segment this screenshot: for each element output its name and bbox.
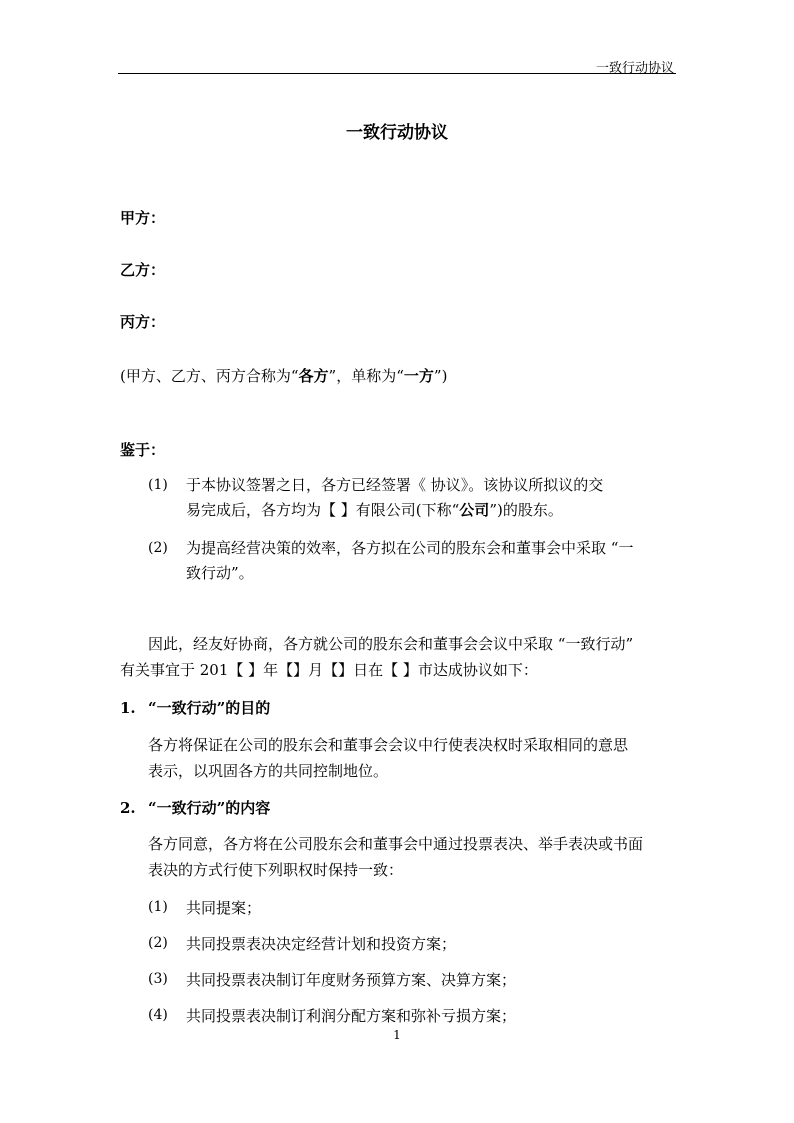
intro-line-1: 因此，经友好协商，各方就公司的股东会和董事会会议中采取 “一致行动” bbox=[148, 635, 634, 653]
collective-prefix: (甲方、乙方、丙方合称为“ bbox=[120, 367, 299, 385]
section-2-line-2: 表决的方式行使下列职权时保持一致： bbox=[148, 861, 404, 879]
whereas-1-number: (1) bbox=[148, 477, 168, 493]
collective-mid: ”，单称为“ bbox=[328, 367, 404, 385]
section-2-title: “一致行动”的内容 bbox=[148, 799, 271, 817]
whereas-2-line-1: 为提高经营决策的效率，各方拟在公司的股东会和董事会中采取 “一 bbox=[186, 539, 634, 557]
collective-definition bbox=[120, 365, 447, 386]
section-1-line-2: 表示，以巩固各方的共同控制地位。 bbox=[148, 762, 389, 780]
section-2-line-1: 各方同意，各方将在公司股东会和董事会中通过投票表决、举手表决或书面 bbox=[148, 835, 644, 853]
whereas-1-line-1: 于本协议签署之日，各方已经签署《 协议》。该协议所拟议的交 bbox=[186, 476, 604, 494]
header-divider bbox=[118, 73, 676, 74]
section-1-line-1: 各方将保证在公司的股东会和董事会会议中行使表决权时采取相同的意思 bbox=[148, 736, 629, 754]
collective-suffix: ”) bbox=[433, 367, 448, 385]
document-title: 一致行动协议 bbox=[346, 123, 448, 143]
page-header: 一致行动协议 bbox=[595, 61, 674, 76]
party-b-label: 乙方： bbox=[120, 261, 166, 279]
collective-term-party: 一方 bbox=[403, 367, 434, 385]
item-4-number: (4) bbox=[148, 1007, 168, 1023]
intro-line-2: 有关事宜于 201【 】年【】月【】日在【 】市达成协议如下： bbox=[120, 661, 538, 679]
item-3-text: 共同投票表决制订年度财务预算方案、决算方案； bbox=[186, 971, 517, 989]
page-number: 1 bbox=[393, 1028, 401, 1042]
collective-term-parties: 各方 bbox=[298, 367, 329, 385]
item-2-text: 共同投票表决决定经营计划和投资方案； bbox=[186, 935, 457, 953]
company-defined-term: 公司 bbox=[459, 501, 490, 519]
whereas-1-line-2-suffix: ”)的股东。 bbox=[489, 501, 563, 519]
item-1-text: 共同提案； bbox=[186, 899, 262, 917]
whereas-1-line-2-prefix: 易完成后，各方均为【 】有限公司(下称“ bbox=[186, 501, 460, 519]
section-1-number: 1. bbox=[120, 699, 136, 717]
section-1-title: “一致行动”的目的 bbox=[148, 699, 271, 717]
whereas-1-line-2 bbox=[186, 499, 563, 520]
item-4-text: 共同投票表决制订利润分配方案和弥补亏损方案； bbox=[186, 1007, 517, 1025]
item-2-number: (2) bbox=[148, 935, 168, 951]
whereas-2-line-2: 致行动”。 bbox=[186, 564, 254, 582]
item-1-number: (1) bbox=[148, 899, 168, 915]
section-2-number: 2. bbox=[120, 799, 136, 817]
item-3-number: (3) bbox=[148, 971, 168, 987]
whereas-label: 鉴于： bbox=[120, 441, 166, 459]
party-c-label: 丙方： bbox=[120, 313, 166, 331]
whereas-2-number: (2) bbox=[148, 540, 168, 556]
party-a-label: 甲方： bbox=[120, 209, 166, 227]
